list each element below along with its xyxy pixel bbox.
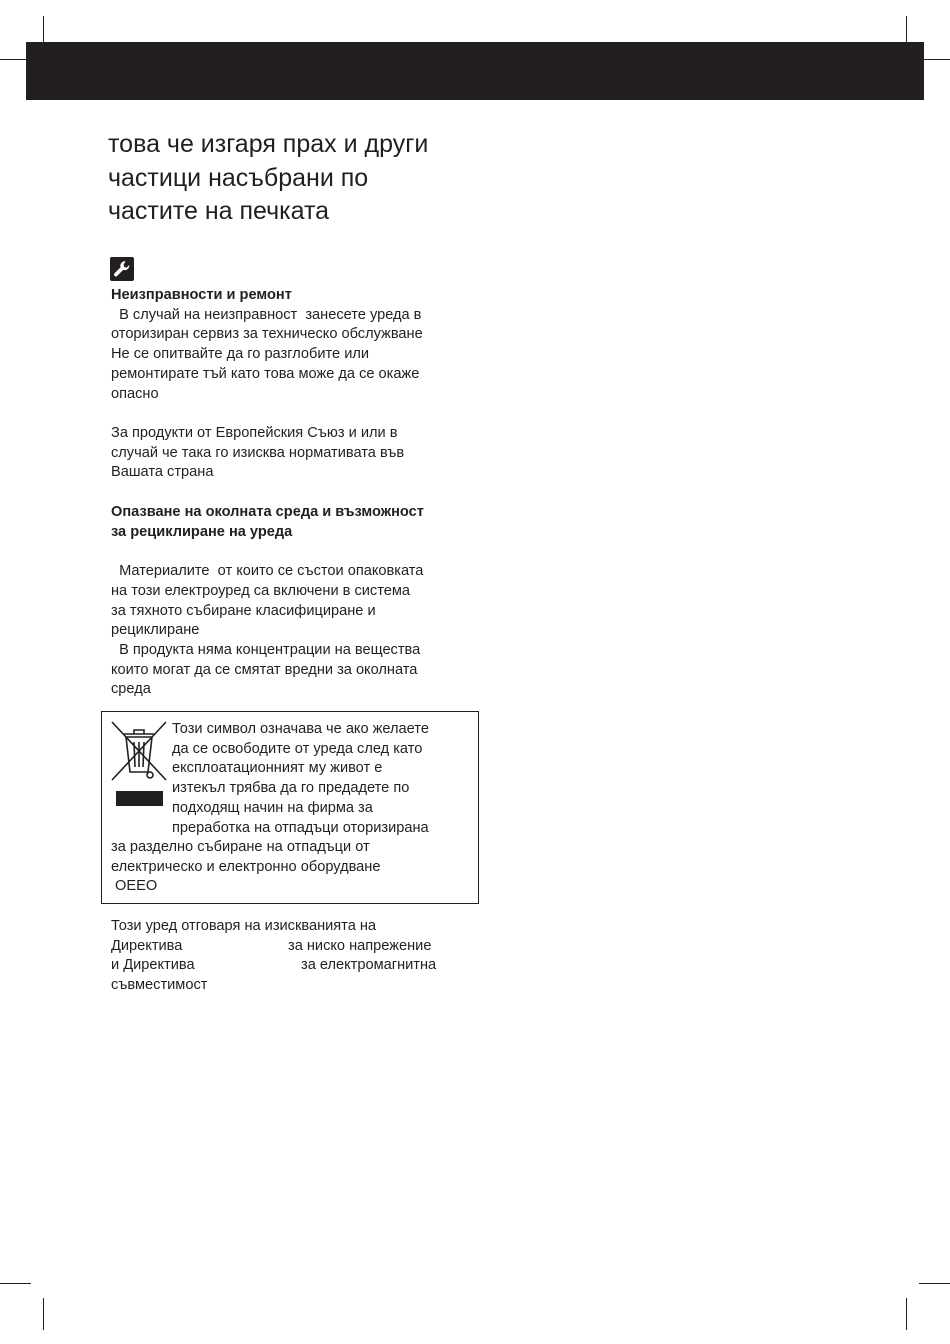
environment-line: В продукта няма концентрации на вещества [111, 641, 421, 658]
directive-line: съвместимост [111, 977, 208, 994]
crop-mark [919, 1283, 950, 1284]
eu-note-line: За продукти от Европейския Съюз и или в [111, 425, 398, 441]
eu-note-line: Вашата страна [111, 464, 214, 481]
weee-line: да се освободите от уреда след като [172, 740, 423, 757]
weee-line: подходящ начин на фирма за [172, 799, 373, 816]
weee-line: експлоатационният му живот е [172, 760, 383, 777]
weee-line: Този символ означава че ако желаете [172, 721, 429, 737]
malfunction-line: В случай на неизправност занесете уреда в [111, 306, 422, 323]
malfunction-line: ремонтирате тъй като това може да се окаже [111, 365, 420, 382]
environment-line: за тяхното събиране класифициране и [111, 602, 376, 619]
weee-notice-box [101, 711, 479, 904]
directive-name: и Директива [111, 957, 195, 974]
directive-line: Този уред отговаря на изискванията на [111, 918, 377, 934]
directive-line [111, 956, 481, 976]
environment-line: рециклиране [111, 622, 200, 639]
weee-side-text [172, 720, 429, 838]
environment-heading: Опазване на околната среда и възможност [111, 504, 424, 520]
eu-note-line: случай че така го изисква нормативата във [111, 444, 405, 461]
eu-note [111, 424, 481, 483]
malfunction-section [111, 286, 481, 404]
malfunction-line: опасно [111, 385, 159, 402]
environment-line: Материалите от които се състои опаковката [111, 563, 424, 580]
intro-line: частици насъбрани по [108, 163, 369, 192]
environment-section [111, 503, 481, 700]
wrench-icon [110, 257, 134, 281]
crop-mark [43, 1298, 44, 1330]
directives-section [111, 917, 481, 996]
malfunction-line: оторизиран сервиз за техническо обслужване [111, 326, 423, 343]
intro-line: частите на печката [108, 197, 330, 225]
directive-name: Директива [111, 937, 183, 954]
directive-line [111, 937, 481, 957]
environment-line: среда [111, 681, 151, 698]
weee-line: изтекъл трябва да го предадете по [172, 780, 410, 797]
intro-text [108, 128, 488, 229]
malfunction-line: Не се опитвайте да го разглобите или [111, 346, 370, 363]
environment-line: които могат да се смятат вредни за околната [111, 661, 418, 678]
malfunction-heading: Неизправности и ремонт [111, 287, 292, 303]
weee-line: преработка на отпадъци оторизирана [172, 819, 429, 836]
environment-heading: за рециклиране на уреда [111, 523, 293, 540]
crossed-out-bin-icon [110, 720, 168, 782]
directive-purpose: за електромагнитна [301, 957, 437, 974]
environment-line: на този електроуред са включени в система [111, 582, 411, 599]
weee-line: за разделно събиране на отпадъци от [111, 839, 370, 855]
weee-line: ОЕЕО [111, 878, 158, 895]
weee-bar [116, 791, 163, 806]
weee-full-text [111, 838, 380, 897]
directive-purpose: за ниско напрежение [288, 937, 432, 954]
header-band [26, 42, 924, 100]
crop-mark [906, 1298, 907, 1330]
weee-line: електрическо и електронно оборудване [111, 858, 381, 875]
intro-line: това че изгаря прах и други [108, 130, 429, 158]
crop-mark [0, 1283, 31, 1284]
